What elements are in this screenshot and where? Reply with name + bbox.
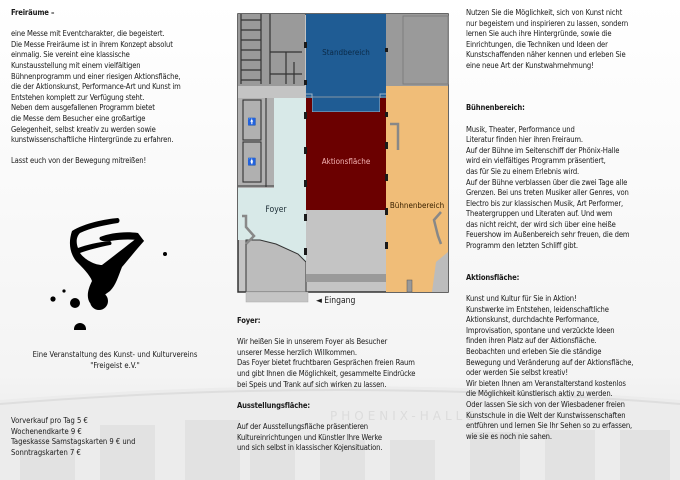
foyer-text: Wir heißen Sie in unserem Foyer als Besucher unserer Messe herzlich Willkommen. Das Foyer bietet fruchtbaren Gesprächen freien Raum und gibt Ihnen die Möglichkeit, gesammelte Eindrücke bei Speis und Trank auf sich wirken zu lassen. bbox=[237, 337, 416, 389]
foyer-label: Foyer bbox=[265, 205, 287, 215]
action-heading: Aktionsfläche: bbox=[466, 272, 520, 282]
freigeist-ink-logo bbox=[40, 205, 170, 330]
middle-text-column bbox=[237, 316, 462, 454]
organizer-line-1: Eine Veranstaltung des Kunst- und Kulturvereins bbox=[32, 350, 198, 359]
intro-section bbox=[11, 8, 231, 167]
price-item: Vorverkauf pro Tag 5 € bbox=[11, 416, 88, 425]
logo-drop bbox=[70, 298, 80, 308]
logo-upper-stroke bbox=[99, 232, 144, 241]
action-label: Aktionsfläche bbox=[321, 157, 371, 166]
logo-drop bbox=[74, 323, 86, 330]
plan-room-top-right bbox=[386, 14, 448, 86]
logo-drop bbox=[50, 296, 55, 301]
logo-drop bbox=[62, 289, 65, 292]
plan-corridor bbox=[238, 86, 305, 98]
stage-heading: Bühnenbereich: bbox=[466, 103, 525, 113]
toilet-icon: 🚺 bbox=[247, 158, 257, 166]
plan-area-action bbox=[306, 98, 386, 210]
stage-label: Bühnenbereich bbox=[389, 201, 445, 210]
logo-blob bbox=[90, 292, 108, 310]
stage-text: Musik, Theater, Performance und Literatur finden hier ihren Freiraum. Auf der Bühne im Seitenschiff der Phönix-Halle wird ein vielfältiges Programm präsentiert, das für Sie zu einem Erlebnis wird. Auf der Bühne verblassen über die zwei Tage alle Grenzen. Bei uns treten Musiker aller Genres, von Electro bis zur klassischen Musik, Art Performer, Theatergruppen und Literaten auf. Und wem das nicht reicht, der wird sich über eine heiße Feuershow im Außenbereich sehr freuen, die dem Programm den letzten Schliff gibt. bbox=[466, 124, 630, 251]
organizer-credit bbox=[0, 350, 230, 371]
toilet-icon: 🚹 bbox=[247, 118, 257, 126]
logo-drop bbox=[163, 252, 167, 256]
organizer-line-2: "Freigeist e.V." bbox=[90, 360, 140, 370]
price-item: Wochenendkarte 9 € bbox=[11, 426, 82, 436]
floor-plan bbox=[236, 12, 452, 312]
plan-entrance-steps bbox=[246, 292, 308, 302]
entrance-label: ◄ Eingang bbox=[316, 296, 356, 306]
foyer-heading: Foyer: bbox=[237, 316, 261, 325]
price-list bbox=[11, 416, 135, 458]
logo-stroke bbox=[70, 218, 144, 303]
intro-paragraph: eine Messe mit Eventcharakter, die begeistert. Die Messe Freiräume ist in ihrem Konzept absolut einmalig. Sie vereint eine klassische Kunstausstellung mit einem vielfältigen Bühnenprogramm und einer riesigen Aktionsfläche, die der Aktionskunst, Performance-Art und Kunst im Entstehen komplett zur Verfügung steht. Neben dem ausgefallenen Programm bietet die Messe dem Besucher eine großartige Gelegenheit, selbst kreativ zu werden sowie kunstwissenschaftliche Hintergründe zu erfahren. bbox=[11, 29, 181, 145]
intro-title: Freiräume – bbox=[11, 8, 55, 17]
plan-exhibition-lower bbox=[306, 210, 386, 274]
exhibition-continued-text: Nutzen Sie die Möglichkeit, sich von Kunst nicht nur begeistern und inspirieren zu lassen, sondern lernen Sie auch ihre Hintergründe, sowie die Einrichtungen, die Techniken und Ideen der Kunstschaffenden näher kennen und erleben Sie eine neue Art der Kunstwahrnehmung! bbox=[466, 8, 629, 70]
intro-closing: Lasst euch von der Bewegung mitreißen! bbox=[11, 156, 147, 166]
exhibition-heading: Ausstellungsfläche: bbox=[237, 400, 310, 410]
action-text: Kunst und Kultur für Sie in Aktion! Kunstwerke im Entstehen, leidenschaftliche Aktionskunst, durchdachte Performance, Improvisation, spontane und verzückte Ideen finden ihren Platz auf der Aktionsfläche. Beobachten und erleben Sie die ständige Bewegung und Veränderung auf der Aktionsfläche, oder werden Sie selbst kreativ! Wir bieten Ihnen am Veranstalterstand kostenlos die Möglichkeit künstlerisch aktiv zu werden. Oder lassen Sie sich von der Wiesbadener freien Kunstschule in die Welt der Kunstwissenschaften entführen und lernen Sie Ihr Sehen so zu erfassen, wie sie es noch nie sahen. bbox=[466, 294, 634, 441]
stand-label: Standbereich bbox=[322, 48, 370, 57]
price-item: Sonntragskarten 7 € bbox=[11, 447, 81, 457]
building-sign: PHOENIX-HALLE bbox=[330, 409, 478, 423]
exhibition-text: Auf der Ausstellungsfläche präsentieren Kultureinrichtungen und Künstler Ihre Werke und sich selbst in klassischer Kojensituation. bbox=[237, 421, 383, 453]
price-item: Tageskasse Samstagskarten 9 € und bbox=[11, 437, 136, 447]
right-text-column bbox=[466, 8, 680, 442]
